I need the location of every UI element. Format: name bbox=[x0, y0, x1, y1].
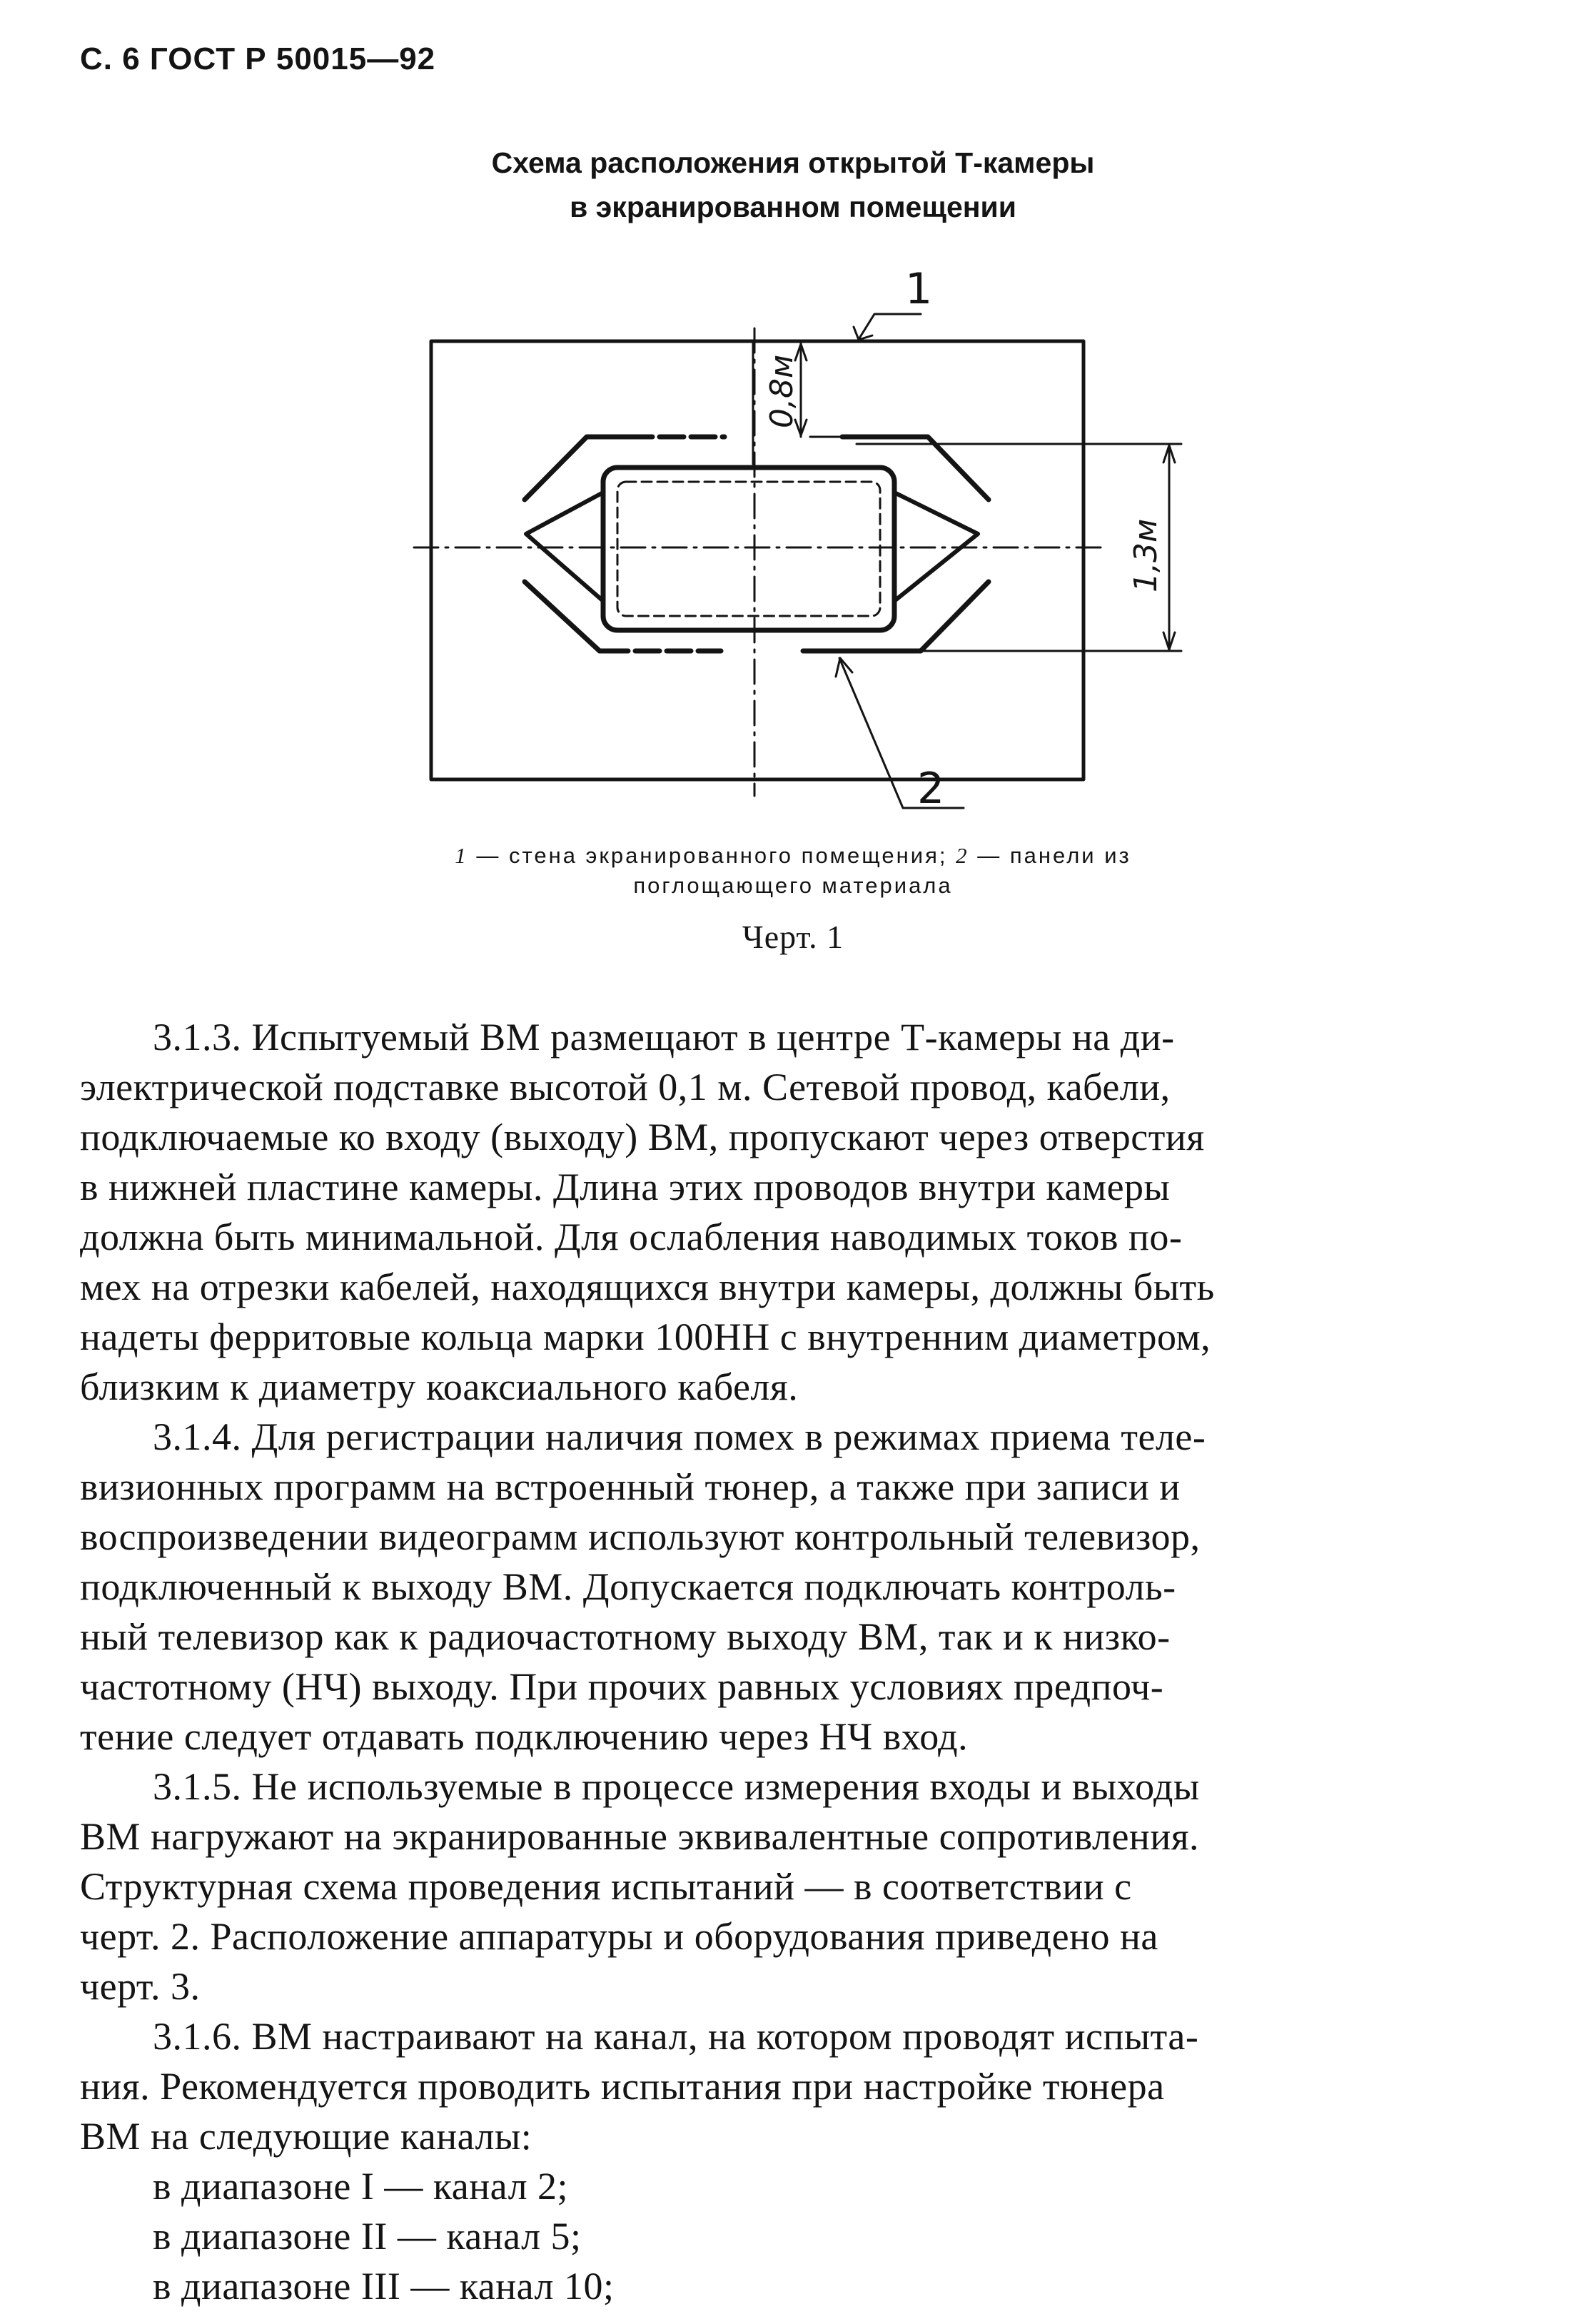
text-line: мех на отрезки кабелей, находящихся внутри камеры, должны быть bbox=[80, 1265, 1215, 1308]
text-line: в диапазоне III — канал 10; bbox=[153, 2265, 615, 2308]
text-line: ный телевизор как к радиочастотному выходу ВМ, так и к низко- bbox=[80, 1615, 1171, 1658]
t-chamber bbox=[526, 468, 978, 630]
legend-text-1: — стена экранированного помещения; bbox=[476, 843, 948, 868]
text-line: в диапазоне II — канал 5; bbox=[153, 2215, 582, 2258]
legend-number-1: 1 bbox=[455, 843, 468, 868]
figure-caption: Черт. 1 bbox=[742, 919, 844, 955]
text-line: близким к диаметру коаксиального кабеля. bbox=[80, 1365, 799, 1408]
text-line: в диапазоне I — канал 2; bbox=[153, 2165, 569, 2208]
text-line: 3.1.4. Для регистрации наличия помех в режимах приема теле- bbox=[153, 1415, 1206, 1458]
text-line: ВМ на следующие каналы: bbox=[80, 2115, 532, 2158]
legend-number-2: 2 bbox=[956, 843, 969, 868]
text-line: 3.1.6. ВМ настраивают на канал, на котором проводят испыта- bbox=[153, 2015, 1199, 2058]
legend-text-2: — панели из bbox=[977, 843, 1131, 868]
text-line: визионных программ на встроенный тюнер, а также при записи и bbox=[80, 1465, 1181, 1508]
callout-label-1: 1 bbox=[905, 264, 933, 314]
text-line: подключенный к выходу ВМ. Допускается подключать контроль- bbox=[80, 1565, 1176, 1608]
page-header: С. 6 ГОСТ Р 50015—92 bbox=[80, 41, 436, 76]
text-line: частотному (НЧ) выходу. При прочих равных условиях предпоч- bbox=[80, 1665, 1164, 1708]
figure-legend-line-1 bbox=[0, 842, 1586, 869]
figure-legend-line-2: поглощающего материала bbox=[633, 873, 953, 898]
text-line: надеты ферритовые кольца марки 100НН с внутренним диаметром, bbox=[80, 1315, 1211, 1358]
text-line: Структурная схема проведения испытаний — в соответствии с bbox=[80, 1865, 1132, 1908]
text-line: ния. Рекомендуется проводить испытания при настройке тюнера bbox=[80, 2065, 1165, 2108]
text-line: должна быть минимальной. Для ослабления наводимых токов по- bbox=[80, 1216, 1183, 1258]
text-line: электрической подставке высотой 0,1 м. Сетевой провод, кабели, bbox=[80, 1066, 1171, 1108]
callout-label-2: 2 bbox=[917, 764, 945, 814]
leader-1 bbox=[854, 314, 921, 340]
text-line: тение следует отдавать подключению через НЧ вход. bbox=[80, 1715, 969, 1758]
text-line: в нижней пластине камеры. Длина этих проводов внутри камеры bbox=[80, 1166, 1171, 1208]
figure-title-line-2: в экранированном помещении bbox=[570, 191, 1016, 223]
text-line: ВМ нагружают на экранированные эквивалентные сопротивления. bbox=[80, 1815, 1200, 1858]
text-line: 3.1.3. Испытуемый ВМ размещают в центре Т-камеры на ди- bbox=[153, 1016, 1175, 1059]
text-line: подключаемые ко входу (выходу) ВМ, пропускают через отверстия bbox=[80, 1116, 1205, 1158]
text-line: 3.1.5. Не используемые в процессе измерения входы и выходы bbox=[153, 1765, 1200, 1808]
dimension-label-0-8m: 0,8м bbox=[764, 354, 800, 428]
text-line: черт. 3. bbox=[80, 1965, 201, 2008]
text-line: воспроизведении видеограмм используют контрольный телевизор, bbox=[80, 1515, 1201, 1558]
t-chamber-diagram bbox=[0, 0, 1586, 835]
text-line: черт. 2. Расположение аппаратуры и оборудования приведено на bbox=[80, 1915, 1158, 1958]
shielded-room-wall bbox=[431, 341, 1084, 779]
dimension-label-1-3m: 1,3м bbox=[1128, 518, 1164, 592]
figure-title-line-1: Схема расположения открытой Т-камеры bbox=[491, 146, 1095, 179]
